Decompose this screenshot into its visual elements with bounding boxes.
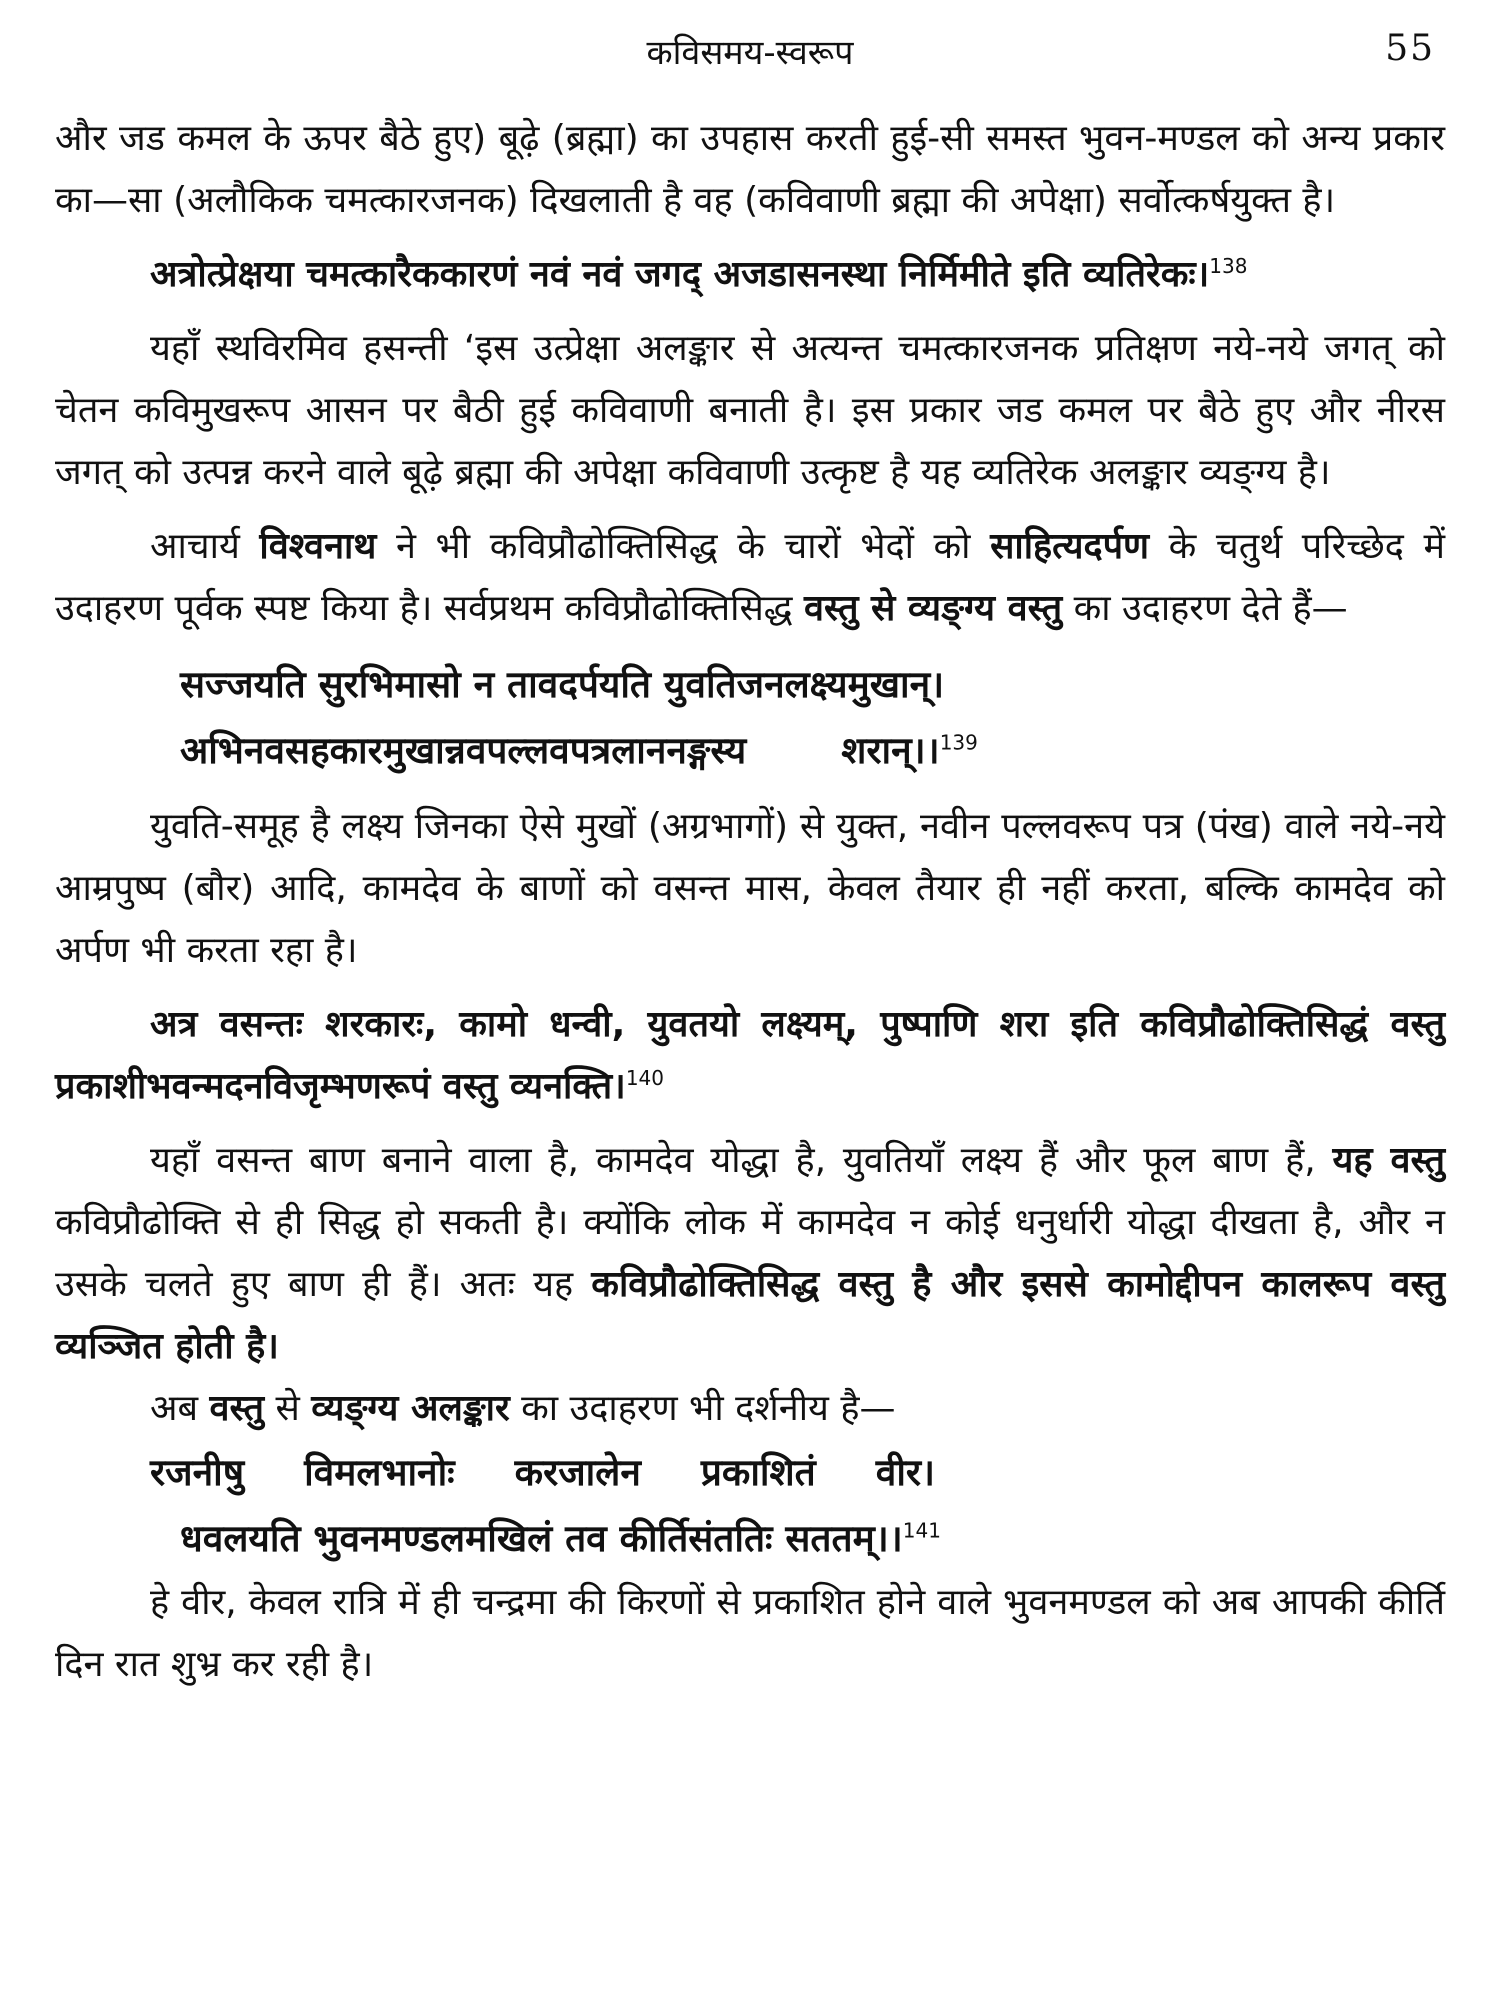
verse-141-line-1: रजनीषु विमलभानोः करजालेन प्रकाशितं वीर। — [150, 1451, 936, 1494]
vishwanath-paragraph: आचार्य विश्वनाथ ने भी कविप्रौढोक्तिसिद्ध के चारों भेदों को साहित्यदर्पण के चतुर्थ परिच्छेद में उदाहरण पूर्वक स्पष्ट किया है। सर्वप्रथम कविप्रौढोक्तिसिद्ध वस्तु से व्यङ्ग्य वस्तु का उदाहरण देते हैं— — [55, 526, 1445, 629]
sanskrit-commentary-138 — [55, 244, 1445, 306]
term-vastu-vyangya: वस्तु से व्यङ्ग्य वस्तु — [803, 588, 1063, 629]
page-number: 55 — [1385, 28, 1435, 69]
footnote-ref-139: 139 — [939, 730, 978, 755]
verse-141-line-2: धवलयति भुवनमण्डलमखिलं तव कीर्तिसंततिः सततम्।।$^{141}$ — [180, 1517, 941, 1560]
book-name: साहित्यदर्पण — [990, 526, 1150, 567]
verse-line-2: अभिनवसहकारमुखान्नवपल्लवपत्रलाननङ्गस्य शरान्।।$^{139}$ — [180, 729, 978, 772]
intro-verse-141: अब वस्तु से व्यङ्ग्य अलङ्कार का उदाहरण भी दर्शनीय है— — [150, 1388, 896, 1429]
footnote-ref-140: 140 — [625, 1066, 665, 1090]
verse-139 — [55, 652, 1445, 784]
verse-translation-141: हे वीर, केवल रात्रि में ही चन्द्रमा की किरणों से प्रकाशित होने वाले भुवनमण्डल को अब आपकी कीर्ति दिन रात शुभ्र कर रही है। — [55, 1582, 1445, 1685]
footnote-ref-141: 141 — [902, 1518, 941, 1543]
verse-line-1: सज्जयति सुरभिमासो न तावदर्पयति युवतिजनलक्ष्यमुखान्। — [180, 663, 945, 706]
page-body — [55, 108, 1445, 1696]
verse-translation-139: युवति-समूह है लक्ष्य जिनका ऐसे मुखों (अग्रभागों) से युक्त, नवीन पल्लवरूप पत्र (पंख) वाले नये-नये आम्रपुष्प (बौर) आदि, कामदेव के बाणों को वसन्त मास, केवल तैयार ही नहीं करता, बल्कि कामदेव को अर्पण भी करता रहा है। — [55, 806, 1445, 971]
paragraph-continued: और जड कमल के ऊपर बैठे हुए) बूढ़े (ब्रह्मा) का उपहास करती हुई-सी समस्त भुवन-मण्डल को अन्य प्रकार का—सा (अलौकिक चमत्कारजनक) दिखलाती है वह (कविवाणी ब्रह्मा की अपेक्षा) सर्वोत्कर्षयुक्त है। — [55, 118, 1445, 221]
running-title: कविसमय-स्वरूप — [646, 33, 854, 73]
footnote-ref-138: 138 — [1209, 254, 1248, 278]
sanskrit-text: अत्रोत्प्रेक्षया चमत्कारैककारणं नवं नवं जगद् अजडासनस्था निर्मिमीते इति व्यतिरेकः। — [150, 254, 1210, 295]
verse-141 — [55, 1440, 1445, 1572]
explanation-paragraph: यहाँ स्थविरमिव हसन्ती ‘इस उत्प्रेक्षा अलङ्कार से अत्यन्त चमत्कारजनक प्रतिक्षण नये-नये जगत् को चेतन कविमुखरूप आसन पर बैठी हुई कविवाणी बनाती है। इस प्रकार जड कमल पर बैठे हुए और नीरस जगत् को उत्पन्न करने वाले बूढ़े ब्रह्मा की अपेक्षा कविवाणी उत्कृष्ट है यह व्यतिरेक अलङ्कार व्यङ्ग्य है। — [55, 328, 1445, 493]
explanation-paragraph-2: यहाँ वसन्त बाण बनाने वाला है, कामदेव योद्धा है, युवतियाँ लक्ष्य हैं और फूल बाण हैं, यह वस्तु कविप्रौढोक्ति से ही सिद्ध हो सकती है। क्योंकि लोक में कामदेव न कोई धनुर्धारी योद्धा दीखता है, और न उसके चलते हुए बाण ही हैं। अतः यह कविप्रौढोक्तिसिद्ध वस्तु है और इससे कामोद्दीपन कालरूप वस्तु व्यञ्जित होती है। — [55, 1140, 1445, 1367]
author-name: विश्वनाथ — [259, 526, 377, 567]
page-header — [55, 28, 1445, 88]
sanskrit-commentary-140: अत्र वसन्तः शरकारः, कामो धन्वी, युवतयो लक्ष्यम्, पुष्पाणि शरा इति कविप्रौढोक्तिसिद्धं वस्तु प्रकाशीभवन्मदनविजृम्भणरूपं वस्तु व्यनक्ति।$^{140}$ — [55, 1004, 1445, 1107]
